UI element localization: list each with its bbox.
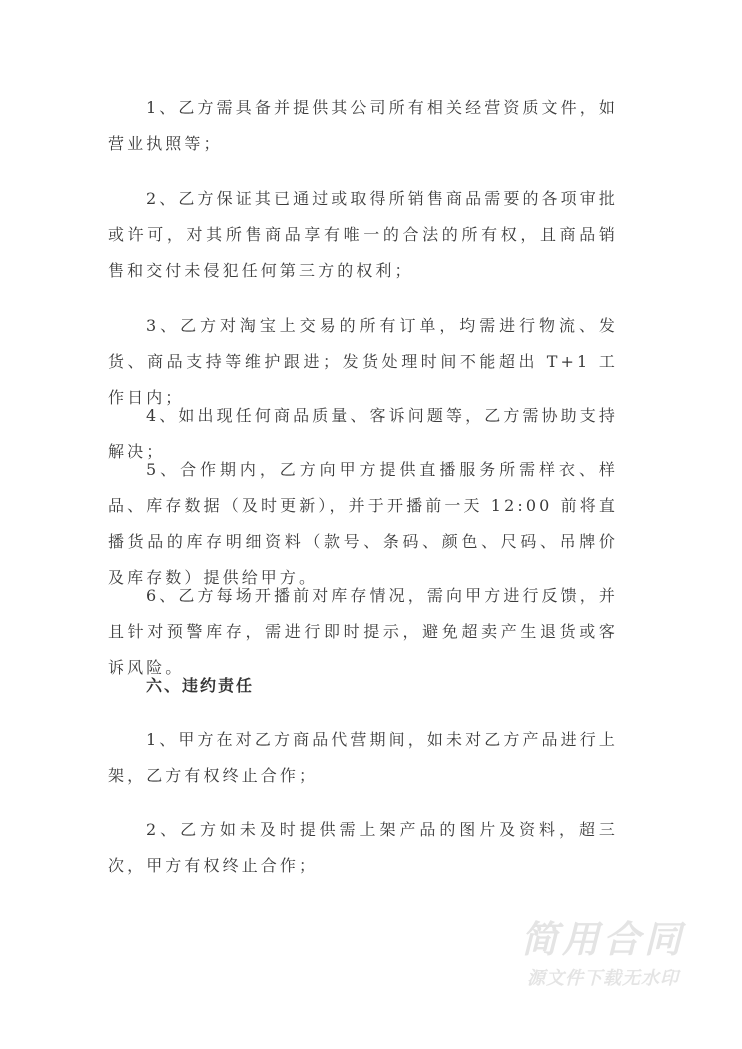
watermark-title: 简用合同 <box>521 918 685 961</box>
clause-5-6: 6、乙方每场开播前对库存情况，需向甲方进行反馈，并且针对预警库存，需进行即时提示，避免超卖产生退货或客诉风险。 <box>108 586 618 677</box>
watermark-subtitle: 源文件下载无水印 <box>527 968 679 989</box>
watermark <box>508 918 698 992</box>
clause-5-1: 1、乙方需具备并提供其公司所有相关经营资质文件，如营业执照等； <box>108 98 618 153</box>
clause-6-2: 2、乙方如未及时提供需上架产品的图片及资料，超三次，甲方有权终止合作； <box>108 820 618 875</box>
clause-6-1: 1、甲方在对乙方商品代营期间，如未对乙方产品进行上架，乙方有权终止合作； <box>108 730 618 785</box>
section-heading-breach-liability: 六、违约责任 <box>146 676 255 695</box>
clause-5-5: 5、合作期内，乙方向甲方提供直播服务所需样衣、样品、库存数据（及时更新），并于开播前一天 12:00 前将直播货品的库存明细资料（款号、条码、颜色、尺码、吊牌价及库存数）提供给甲方。 <box>108 460 618 587</box>
clause-5-4: 4、如出现任何商品质量、客诉问题等，乙方需协助支持解决； <box>108 406 618 461</box>
clause-5-3: 3、乙方对淘宝上交易的所有订单，均需进行物流、发货、商品支持等维护跟进；发货处理时间不能超出 T+1 工作日内； <box>108 316 618 407</box>
clause-5-2: 2、乙方保证其已通过或取得所销售商品需要的各项审批或许可，对其所售商品享有唯一的合法的所有权，且商品销售和交付未侵犯任何第三方的权利； <box>108 189 618 280</box>
